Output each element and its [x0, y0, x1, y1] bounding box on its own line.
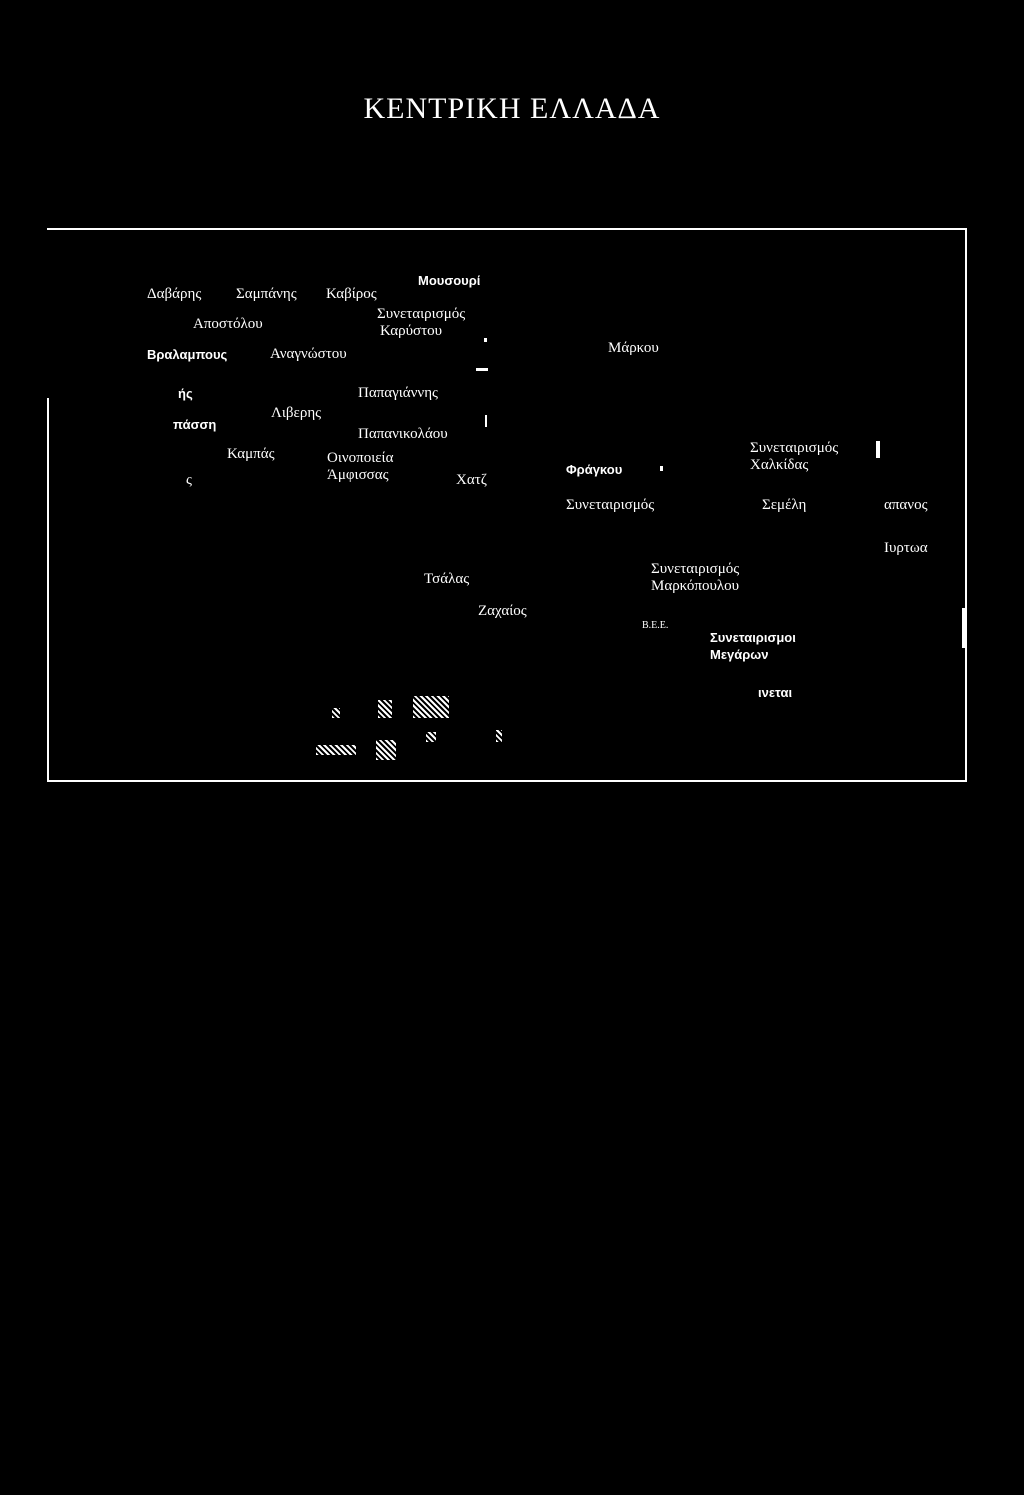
- label-semeli: Σεμέλη: [762, 497, 807, 513]
- map-frame-left-edge: [47, 398, 49, 782]
- label-amfissas: Άμφισσας: [327, 467, 389, 483]
- label-sampanis: Σαμπάνης: [236, 286, 297, 302]
- label-apostolou: Αποστόλου: [193, 316, 263, 332]
- label-syn-chalkidas-line2: Χαλκίδας: [750, 457, 809, 473]
- label-kampas: Καμπάς: [227, 446, 275, 462]
- label-apanos: απανος: [884, 497, 928, 513]
- map-dot: [660, 466, 663, 471]
- label-oinopoieia: Οινοποιεία: [327, 450, 394, 466]
- label-es: ς: [186, 472, 192, 488]
- label-pasi: πάσση: [173, 417, 217, 432]
- label-zachaios: Ζαχαίος: [478, 603, 527, 619]
- map-smudge: [332, 708, 340, 718]
- map-smudge: [378, 700, 392, 718]
- label-markou: Μάρκου: [608, 340, 659, 356]
- label-lyrtoa: Ιυρτωα: [884, 540, 928, 556]
- label-fragkou: Φράγκου: [566, 462, 623, 477]
- label-papanikolaou: Παπανικολάου: [358, 426, 448, 442]
- map-dot: [484, 338, 487, 342]
- label-papagiannis: Παπαγιάννης: [358, 385, 438, 401]
- page-title: ΚΕΝΤΡΙΚΗ ΕΛΛΑΔΑ: [363, 92, 661, 125]
- map-smudge: [426, 732, 436, 742]
- label-davaris: Δαβάρης: [147, 286, 202, 302]
- label-syn-karystou-line1: Συνεταιρισμός: [377, 306, 466, 322]
- map-bar: [876, 441, 880, 458]
- label-synetairismos: Συνεταιρισμός: [566, 497, 655, 513]
- map-smudge: [376, 740, 396, 760]
- map-tick: [485, 415, 487, 427]
- label-tsalas: Τσάλας: [424, 571, 470, 587]
- label-kavvros: Καβίρος: [326, 286, 377, 302]
- map-smudge: [496, 730, 502, 742]
- label-syn-markopoulou-line1: Συνεταιρισμός: [651, 561, 740, 577]
- label-vralamptous: Βραλαμπους: [147, 347, 228, 362]
- label-bee: B.E.E.: [642, 620, 669, 631]
- label-syn-chalkidas-line1: Συνεταιρισμός: [750, 440, 839, 456]
- map-frame: [47, 228, 967, 782]
- label-chatz: Χατζ: [456, 472, 487, 488]
- label-syn-megaron-line1: Συνεταιρισμοι: [710, 630, 796, 645]
- map-smudge: [413, 696, 449, 718]
- label-is: ής: [178, 386, 193, 401]
- label-anagnostou: Αναγνώστου: [270, 346, 347, 362]
- label-syn-karystou-line2: Καρύστου: [380, 323, 443, 339]
- map-dash: [476, 368, 488, 371]
- label-syn-megaron-line2: Μεγάρων: [710, 647, 769, 662]
- label-livieris: Λιβερης: [271, 405, 322, 421]
- map-smudge: [316, 745, 356, 755]
- label-syn-markopoulou-line2: Μαρκόπουλου: [651, 578, 740, 594]
- label-mousouri: Μουσουρί: [418, 273, 481, 288]
- label-synetai: ινεται: [758, 685, 793, 700]
- map-edge-mark: [962, 608, 966, 648]
